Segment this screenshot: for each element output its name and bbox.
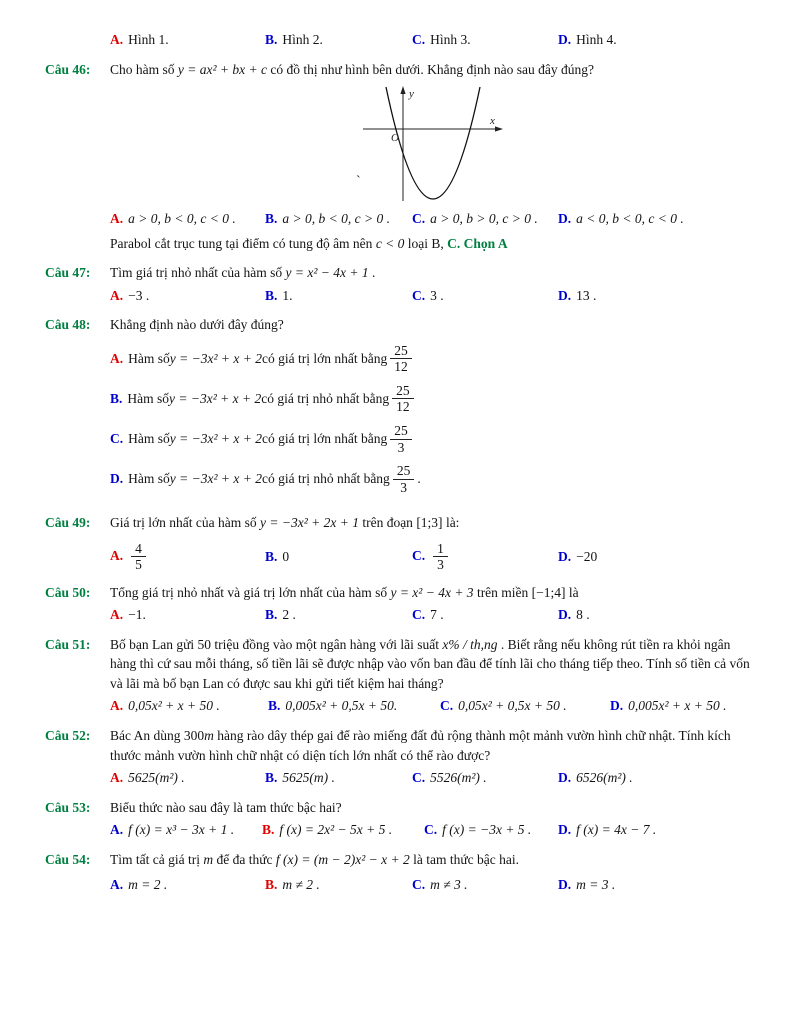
fraction-numerator: 4 [131, 541, 146, 558]
question-47-label: Câu 47: [45, 265, 91, 281]
stem-run: trên miền [473, 584, 532, 600]
question-48-body [110, 315, 758, 503]
option-letter: D. [558, 287, 572, 303]
option-letter: D. [558, 607, 572, 623]
question-52-answers [110, 768, 758, 788]
question-47-body [110, 263, 758, 305]
option-d [558, 768, 758, 788]
option-letter: C. [110, 431, 124, 447]
option-a [110, 875, 265, 895]
option-text: Hình 4. [576, 32, 617, 47]
stem-run: để đa thức [213, 851, 276, 867]
prev-question-answer-row [110, 30, 758, 50]
option-math: y = −3x² + x + 2 [169, 471, 262, 487]
option-b [265, 286, 412, 306]
fraction-numerator: 25 [393, 463, 415, 480]
question-48 [45, 315, 758, 503]
option-text: −3 . [128, 287, 150, 303]
x-axis-label: x [490, 115, 495, 128]
option-pre: Hàm số [128, 351, 170, 367]
option-c [110, 423, 758, 455]
stem-run: Bác An dùng 300 [110, 728, 205, 744]
question-47 [45, 263, 758, 305]
question-47-text [110, 263, 758, 283]
option-b [265, 768, 412, 788]
option-pre: Hàm số [128, 471, 170, 487]
stem-run: Tìm tất cả giá trị [110, 851, 204, 867]
option-a [110, 30, 265, 50]
question-49-text [110, 513, 758, 533]
option-letter: D. [610, 698, 624, 714]
fraction-numerator: 25 [390, 343, 412, 360]
stem-run: Cho hàm số [110, 61, 178, 77]
question-54-text [110, 850, 758, 870]
option-text: f (x) = −3x + 5 . [442, 822, 532, 838]
parabola-figure [358, 81, 508, 206]
option-letter: B. [265, 287, 278, 303]
option-text: a > 0, b < 0, c > 0 . [282, 211, 390, 227]
option-letter: B. [265, 32, 278, 47]
option-text: f (x) = 4x − 7 . [576, 822, 657, 838]
stem-run: có đồ thị như hình bên dưới. Khẳng định nào sau đây đúng? [267, 61, 594, 77]
option-a [110, 820, 262, 840]
option-letter: D. [110, 471, 124, 487]
option-c [440, 696, 610, 716]
option-text: −20 [576, 548, 598, 564]
option-b [265, 209, 412, 229]
option-text: m = 2 . [128, 877, 168, 893]
stem-math: y = x² − 4x + 3 [390, 584, 474, 600]
option-text: m ≠ 3 . [430, 877, 468, 893]
y-axis-arrow [400, 86, 405, 94]
question-54-body [110, 850, 758, 895]
question-50-label: Câu 50: [45, 584, 91, 600]
option-text: 7 . [430, 607, 444, 623]
option-text: −1. [128, 607, 146, 623]
origin-label: O [391, 132, 399, 145]
option-d [558, 547, 758, 567]
question-54 [45, 850, 758, 895]
option-mid: có giá trị nhỏ nhất bằng [261, 391, 390, 407]
option-letter: D. [558, 877, 572, 893]
option-letter: A. [110, 547, 124, 563]
fraction-denominator: 12 [394, 359, 408, 375]
fraction-numerator: 1 [433, 541, 448, 558]
option-pre: Hàm số [127, 391, 170, 407]
option-text: a > 0, b > 0, c > 0 . [430, 211, 538, 227]
option-d [610, 696, 758, 716]
option-text: Hình 1. [128, 32, 169, 47]
question-46-body [110, 60, 758, 254]
question-46-label: Câu 46: [45, 61, 91, 77]
option-text: 5625(m²) . [128, 770, 185, 786]
option-a [110, 768, 265, 788]
option-letter: C. [412, 211, 426, 227]
option-letter: B. [268, 698, 281, 714]
stem-math: m [203, 851, 214, 867]
option-c [412, 209, 558, 229]
stem-run: Tìm giá trị nhỏ nhất của hàm số [110, 265, 286, 281]
option-letter: D. [558, 548, 572, 564]
option-letter: D. [558, 770, 572, 786]
question-51-body [110, 635, 758, 716]
question-51-answers [110, 696, 758, 716]
option-c [412, 768, 558, 788]
option-text: 13 . [576, 287, 597, 303]
option-letter: B. [265, 770, 278, 786]
stem-math: y = ax² + bx + c [177, 61, 267, 77]
question-49-body [110, 513, 758, 573]
option-c [412, 30, 558, 50]
option-text: 0,005x² + x + 50 . [628, 698, 727, 714]
question-50-body [110, 583, 758, 625]
option-letter: A. [110, 351, 124, 367]
option-letter: C. [412, 877, 426, 893]
option-letter: A. [110, 607, 124, 623]
option-a [110, 286, 265, 306]
option-d [558, 605, 758, 625]
option-b [265, 875, 412, 895]
option-letter: B. [110, 391, 123, 407]
option-letter: D. [558, 822, 572, 838]
question-46 [45, 60, 758, 254]
option-letter: B. [265, 607, 278, 623]
question-48-text: Khẳng định nào dưới đây đúng? [110, 317, 284, 333]
option-text: 3 . [430, 287, 444, 303]
option-a [110, 696, 268, 716]
option-letter: C. [412, 770, 426, 786]
option-b [268, 696, 440, 716]
stem-math: x% / th,ng [442, 636, 498, 652]
question-51 [45, 635, 758, 716]
fraction [390, 343, 412, 375]
option-text: 0,05x² + 0,5x + 50 . [458, 698, 567, 714]
option-math: y = −3x² + x + 2 [169, 391, 262, 407]
option-mid: có giá trị nhỏ nhất bằng [261, 471, 390, 487]
option-letter: C. [440, 698, 454, 714]
fraction-denominator: 5 [135, 557, 142, 573]
question-48-label: Câu 48: [45, 317, 91, 333]
question-50-text [110, 583, 758, 603]
option-text: 2 . [282, 607, 296, 623]
option-d [558, 286, 758, 306]
question-53-answers [110, 820, 758, 840]
fraction-numerator: 25 [390, 423, 412, 440]
solution-run: Parabol cắt trục tung tại điểm có tung độ âm nên [110, 235, 376, 251]
option-text: 5625(m) . [282, 770, 335, 786]
option-c [412, 541, 558, 573]
question-53-body [110, 798, 758, 840]
option-text: a < 0, b < 0, c < 0 . [576, 211, 684, 227]
option-a [110, 209, 265, 229]
option-b [262, 820, 424, 840]
option-letter: A. [110, 877, 124, 893]
option-text: f (x) = 2x² − 5x + 5 . [279, 822, 393, 838]
question-49 [45, 513, 758, 573]
fraction [433, 541, 448, 573]
option-d [558, 209, 758, 229]
option-b [265, 30, 412, 50]
stem-math: f (x) = (m − 2)x² − x + 2 [275, 851, 410, 867]
option-letter: A. [110, 822, 124, 838]
question-51-text [110, 635, 758, 694]
option-text: 0,005x² + 0,5x + 50. [285, 698, 398, 714]
option-b [110, 383, 758, 415]
option-c [412, 286, 558, 306]
fraction-numerator: 25 [392, 383, 414, 400]
option-letter: C. [424, 822, 438, 838]
question-51-label: Câu 51: [45, 636, 91, 652]
option-letter: D. [558, 211, 572, 227]
fraction-denominator: 3 [400, 479, 407, 495]
question-49-label: Câu 49: [45, 515, 91, 531]
solution-choice: C. Chọn A [447, 235, 508, 251]
question-54-label: Câu 54: [45, 851, 91, 867]
option-letter: C. [412, 607, 426, 623]
y-axis-label: y [409, 88, 414, 101]
option-a [110, 605, 265, 625]
option-c [412, 875, 558, 895]
stem-run: . [368, 265, 376, 281]
option-d [558, 30, 758, 50]
stem-run: Bố bạn Lan gửi 50 triệu đồng vào một ngân hàng với lãi suất [110, 636, 443, 652]
option-c [424, 820, 558, 840]
question-46-text [110, 60, 758, 80]
option-d [110, 463, 758, 495]
option-letter: C. [412, 32, 426, 47]
option-b [265, 605, 412, 625]
option-mid: có giá trị lớn nhất bằng [261, 351, 388, 367]
fraction-denominator: 3 [437, 557, 444, 573]
stem-run: là [565, 584, 579, 600]
option-mid: có giá trị lớn nhất bằng [261, 431, 388, 447]
question-54-answers [110, 875, 758, 895]
question-52-body [110, 726, 758, 788]
question-53 [45, 798, 758, 840]
question-52-text [110, 726, 758, 765]
option-a [110, 343, 758, 375]
solution-run: loại B, [404, 235, 448, 251]
option-letter: C. [412, 287, 426, 303]
fraction [390, 423, 412, 455]
question-53-label: Câu 53: [45, 799, 91, 815]
question-52 [45, 726, 758, 788]
fraction [393, 463, 415, 495]
stem-run: . Biết rằng nếu không rút tiền ra khỏi ngân hàng thì cứ sau mỗi tháng, số tiền lãi sẽ được nhập vào vốn ban đầu để tính lãi cho tháng tiếp theo. Tính số tiền cả vốn và lãi mà bố bạn Lan có được sau khi gửi tiết kiệm hai tháng? [110, 636, 750, 691]
option-letter: A. [110, 32, 124, 47]
question-46-answers [110, 209, 758, 229]
solution-math: c < 0 [375, 235, 405, 251]
stem-math: [−1;4] [531, 584, 566, 600]
stem-run: là: [442, 515, 460, 531]
option-text: Hình 2. [282, 32, 323, 47]
option-text: 0 [282, 548, 290, 564]
option-pre: Hàm số [128, 431, 170, 447]
option-text: 8 . [576, 607, 590, 623]
stem-run: Tổng giá trị nhỏ nhất và giá trị lớn nhất của hàm số [110, 584, 391, 600]
option-letter: B. [265, 548, 278, 564]
option-letter: A. [110, 698, 124, 714]
stem-run: Giá trị lớn nhất của hàm số [110, 515, 260, 531]
question-52-label: Câu 52: [45, 728, 91, 744]
option-text: m ≠ 2 . [282, 877, 320, 893]
fraction-denominator: 3 [397, 439, 405, 455]
option-letter: C. [412, 547, 426, 563]
option-text: 6526(m²) . [576, 770, 633, 786]
fraction [131, 541, 146, 573]
stem-run: là tam thức bậc hai. [409, 851, 519, 867]
stem-math: m [204, 728, 214, 744]
option-letter: B. [265, 211, 278, 227]
question-46-solution [110, 234, 758, 254]
option-d [558, 820, 758, 840]
parabola-graph [358, 81, 508, 206]
option-d [558, 875, 758, 895]
option-text: m = 3 . [576, 877, 616, 893]
option-letter: A. [110, 211, 124, 227]
fraction [392, 383, 414, 415]
option-letter: B. [265, 877, 278, 893]
option-letter: A. [110, 770, 124, 786]
stem-run: hàng rào dây thép gai để rào miếng đất đủ rộng thành một mảnh vườn hình chữ nhật. Tính kích thước mảnh vườn hình chữ nhật có diện tích lớn nhất có thể rào được? [110, 728, 731, 763]
option-c [412, 605, 558, 625]
option-text: f (x) = x³ − 3x + 1 . [128, 822, 235, 838]
option-letter: A. [110, 287, 124, 303]
option-text: Hình 3. [430, 32, 471, 47]
option-text: 1. [282, 287, 293, 303]
option-post: . [417, 471, 421, 487]
fraction-denominator: 12 [396, 399, 410, 415]
option-text: a > 0, b < 0, c < 0 . [128, 211, 236, 227]
stem-run: trên đoạn [358, 515, 417, 531]
x-axis-arrow [495, 127, 503, 132]
question-53-text: Biểu thức nào sau đây là tam thức bậc hai? [110, 799, 342, 815]
option-b [265, 547, 412, 567]
option-math: y = −3x² + x + 2 [169, 351, 262, 367]
stray-mark: ` [356, 173, 361, 189]
stem-math: y = x² − 4x + 1 [285, 265, 369, 281]
question-50 [45, 583, 758, 625]
stem-math: [1;3] [416, 515, 443, 531]
stem-math: y = −3x² + 2x + 1 [259, 515, 359, 531]
option-math: y = −3x² + x + 2 [169, 431, 262, 447]
parabola-curve [386, 87, 480, 199]
option-text: 0,05x² + x + 50 . [128, 698, 220, 714]
option-a [110, 541, 265, 573]
question-50-answers [110, 605, 758, 625]
question-49-answers [110, 541, 758, 573]
option-letter: B. [262, 822, 275, 838]
option-letter: D. [558, 32, 572, 47]
option-text: 5526(m²) . [430, 770, 487, 786]
question-47-answers [110, 286, 758, 306]
